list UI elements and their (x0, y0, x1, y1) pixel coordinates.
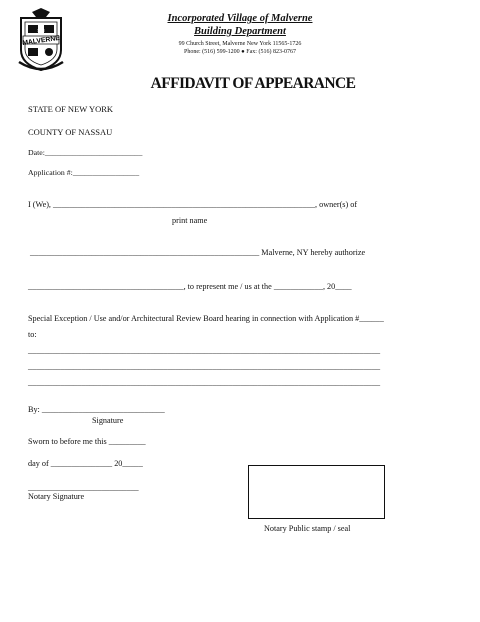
day-of-field[interactable]: day of _______________ 20_____ (28, 459, 143, 468)
representative-field[interactable]: ______________________________________, to represent me / us at the ____________, 20____ (28, 282, 352, 291)
notary-stamp-box (248, 465, 385, 519)
seal-text: MALVERNE (22, 34, 61, 48)
seal-year: 1921 (37, 28, 45, 33)
village-address: 99 Church Street, Malverne New York 11565-1726 (178, 41, 302, 47)
department-name: Building Department (194, 26, 286, 37)
hearing-application-field[interactable]: Special Exception / Use and/or Architectural Review Board hearing in connection with Application #______ (28, 314, 384, 323)
owner-name-field[interactable]: I (We), ________________________________________________________________, owner(s) of (28, 200, 358, 209)
description-line-3[interactable]: ______________________________________________________________________________________ (28, 378, 381, 387)
notary-signature-field[interactable]: ___________________________ (28, 483, 139, 492)
description-line-1[interactable]: ______________________________________________________________________________________ (28, 346, 381, 355)
village-seal-icon (16, 8, 66, 74)
notary-stamp-label: Notary Public stamp / seal (264, 524, 351, 533)
county-line: COUNTY OF NASSAU (28, 127, 113, 137)
page-title: AFFIDAVIT OF APPEARANCE (150, 75, 356, 92)
notary-signature-label: Notary Signature (28, 492, 85, 501)
sworn-date-field[interactable]: Sworn to before me this _________ (28, 437, 146, 446)
signature-field[interactable]: By: ______________________________ (28, 405, 165, 414)
print-name-label: print name (172, 216, 208, 225)
state-line: STATE OF NEW YORK (28, 104, 114, 114)
date-field[interactable]: Date:_________________________ (28, 148, 143, 157)
application-number-field[interactable]: Application #:_________________ (28, 168, 140, 177)
signature-label: Signature (92, 416, 124, 425)
property-address-field[interactable]: ________________________________________________________ Malverne, NY hereby authorize (30, 248, 366, 257)
to-label: to: (28, 330, 37, 339)
village-contact: Phone: (516) 599-1200 ● Fax: (516) 823-0767 (184, 49, 296, 55)
description-line-2[interactable]: ______________________________________________________________________________________ (28, 362, 381, 371)
village-name: Incorporated Village of Malverne (167, 13, 313, 24)
